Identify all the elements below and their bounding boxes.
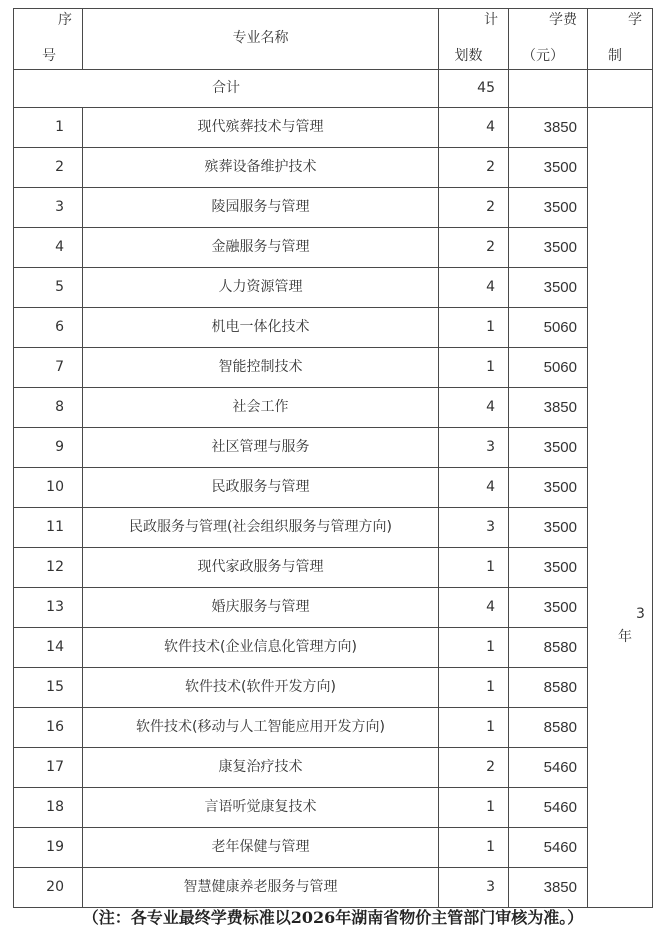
row-index: 11 xyxy=(46,518,64,535)
row-index-cell xyxy=(14,228,83,268)
row-fee: 3500 xyxy=(543,278,577,296)
header-plan xyxy=(439,9,509,70)
row-fee: 3850 xyxy=(543,398,577,416)
row-index: 3 xyxy=(55,198,64,215)
row-index-cell xyxy=(14,868,83,908)
row-major-cell xyxy=(83,508,439,548)
row-major-cell xyxy=(83,628,439,668)
row-plan-cell xyxy=(439,588,509,628)
table-row xyxy=(14,348,653,388)
table-row xyxy=(14,388,653,428)
row-fee: 8580 xyxy=(543,638,577,656)
row-index: 14 xyxy=(46,638,64,655)
row-plan-cell xyxy=(439,148,509,188)
row-index-cell xyxy=(14,108,83,148)
row-index: 7 xyxy=(55,358,64,375)
row-index-cell xyxy=(14,748,83,788)
row-plan: 1 xyxy=(486,678,495,695)
total-fee-empty xyxy=(509,70,588,108)
row-index: 2 xyxy=(55,158,64,175)
row-plan-cell xyxy=(439,268,509,308)
table-row xyxy=(14,588,653,628)
row-major-cell xyxy=(83,108,439,148)
table-row xyxy=(14,308,653,348)
row-plan-cell xyxy=(439,468,509,508)
row-major: 金融服务与管理 xyxy=(211,238,310,255)
row-fee: 5060 xyxy=(543,358,577,376)
row-fee-cell xyxy=(509,468,588,508)
row-fee-cell xyxy=(509,708,588,748)
row-index: 15 xyxy=(46,678,64,695)
row-fee-cell xyxy=(509,868,588,908)
row-index-cell xyxy=(14,628,83,668)
row-major: 陵园服务与管理 xyxy=(211,198,310,215)
row-fee-cell xyxy=(509,228,588,268)
header-major-label: 专业名称 xyxy=(232,30,289,47)
row-index-cell xyxy=(14,828,83,868)
row-index-cell xyxy=(14,508,83,548)
row-index: 12 xyxy=(46,558,64,575)
row-major-cell xyxy=(83,348,439,388)
row-major-cell xyxy=(83,268,439,308)
row-index: 4 xyxy=(55,238,64,255)
row-fee: 3850 xyxy=(543,878,577,896)
header-index xyxy=(14,9,83,70)
row-index-cell xyxy=(14,548,83,588)
duration-unit: 年 xyxy=(618,629,632,645)
row-index: 5 xyxy=(55,278,64,295)
row-major: 老年保健与管理 xyxy=(211,838,310,855)
row-major: 软件技术(企业信息化管理方向) xyxy=(164,638,357,655)
row-plan-cell xyxy=(439,628,509,668)
row-plan: 1 xyxy=(486,798,495,815)
enrollment-plan-table xyxy=(13,8,653,908)
row-plan-cell xyxy=(439,228,509,268)
table-row xyxy=(14,468,653,508)
row-plan: 1 xyxy=(486,638,495,655)
table-row xyxy=(14,188,653,228)
row-plan-cell xyxy=(439,428,509,468)
row-plan: 4 xyxy=(486,478,495,495)
row-fee-cell xyxy=(509,828,588,868)
row-major-cell xyxy=(83,708,439,748)
row-fee-cell xyxy=(509,628,588,668)
total-plan-value: 45 xyxy=(477,79,495,96)
row-major: 殡葬设备维护技术 xyxy=(204,158,317,175)
header-fee-bottom: （元） xyxy=(522,48,564,65)
row-major: 民政服务与管理 xyxy=(211,478,310,495)
row-fee-cell xyxy=(509,268,588,308)
table-row xyxy=(14,508,653,548)
row-fee-cell xyxy=(509,348,588,388)
row-plan-cell xyxy=(439,188,509,228)
row-plan: 1 xyxy=(486,558,495,575)
row-plan-cell xyxy=(439,828,509,868)
table-row xyxy=(14,828,653,868)
header-duration-bottom: 制 xyxy=(608,48,622,65)
row-index: 13 xyxy=(46,598,64,615)
row-fee-cell xyxy=(509,588,588,628)
row-fee: 8580 xyxy=(543,718,577,736)
row-plan: 1 xyxy=(486,718,495,735)
row-index-cell xyxy=(14,468,83,508)
row-major-cell xyxy=(83,668,439,708)
total-plan xyxy=(439,70,509,108)
row-plan: 3 xyxy=(486,438,495,455)
total-duration-empty xyxy=(588,70,653,108)
table-row xyxy=(14,748,653,788)
row-major-cell xyxy=(83,868,439,908)
duration-cell xyxy=(588,108,653,908)
table-row xyxy=(14,788,653,828)
row-index: 9 xyxy=(55,438,64,455)
row-major: 智能控制技术 xyxy=(218,358,303,375)
row-index: 10 xyxy=(46,478,64,495)
row-fee: 3500 xyxy=(543,598,577,616)
row-index: 17 xyxy=(46,758,64,775)
table-row xyxy=(14,668,653,708)
row-plan-cell xyxy=(439,708,509,748)
header-plan-bottom: 划数 xyxy=(454,48,483,65)
row-major: 机电一体化技术 xyxy=(211,318,310,335)
row-index: 20 xyxy=(46,878,64,895)
row-index-cell xyxy=(14,308,83,348)
table-row xyxy=(14,868,653,908)
row-plan-cell xyxy=(439,868,509,908)
row-index-cell xyxy=(14,348,83,388)
row-major-cell xyxy=(83,428,439,468)
row-major: 民政服务与管理(社会组织服务与管理方向) xyxy=(129,518,392,535)
duration-number: 3 xyxy=(636,606,645,622)
row-index-cell xyxy=(14,188,83,228)
row-index: 1 xyxy=(55,118,64,135)
row-major-cell xyxy=(83,468,439,508)
total-label xyxy=(14,70,439,108)
row-fee-cell xyxy=(509,108,588,148)
row-fee-cell xyxy=(509,188,588,228)
table-row xyxy=(14,428,653,468)
row-fee: 5460 xyxy=(543,798,577,816)
row-index-cell xyxy=(14,428,83,468)
row-major-cell xyxy=(83,788,439,828)
row-plan: 3 xyxy=(486,878,495,895)
row-fee: 3500 xyxy=(543,558,577,576)
row-fee: 3500 xyxy=(543,478,577,496)
row-plan: 2 xyxy=(486,758,495,775)
row-index: 16 xyxy=(46,718,64,735)
row-major-cell xyxy=(83,188,439,228)
table-row xyxy=(14,268,653,308)
row-index-cell xyxy=(14,788,83,828)
header-fee-top: 学费 xyxy=(549,12,577,28)
row-major: 言语听觉康复技术 xyxy=(204,798,317,815)
row-fee-cell xyxy=(509,388,588,428)
row-index: 18 xyxy=(46,798,64,815)
row-fee-cell xyxy=(509,428,588,468)
row-fee: 5460 xyxy=(543,838,577,856)
row-plan: 4 xyxy=(486,598,495,615)
row-fee: 3500 xyxy=(543,198,577,216)
row-index: 19 xyxy=(46,838,64,855)
row-fee-cell xyxy=(509,148,588,188)
row-fee: 8580 xyxy=(543,678,577,696)
total-label-text: 合计 xyxy=(212,79,240,96)
row-plan-cell xyxy=(439,308,509,348)
row-fee: 5460 xyxy=(543,758,577,776)
row-plan: 2 xyxy=(486,198,495,215)
row-index-cell xyxy=(14,268,83,308)
row-fee: 3500 xyxy=(543,518,577,536)
header-duration xyxy=(588,9,653,70)
row-major: 康复治疗技术 xyxy=(218,758,303,775)
row-plan: 4 xyxy=(486,118,495,135)
row-major: 软件技术(软件开发方向) xyxy=(185,678,336,695)
row-fee-cell xyxy=(509,548,588,588)
header-fee xyxy=(509,9,588,70)
row-index: 6 xyxy=(55,318,64,335)
row-index-cell xyxy=(14,668,83,708)
row-plan: 1 xyxy=(486,318,495,335)
row-fee-cell xyxy=(509,668,588,708)
row-fee-cell xyxy=(509,508,588,548)
header-duration-top: 学 xyxy=(628,12,642,28)
row-index-cell xyxy=(14,708,83,748)
table-row xyxy=(14,548,653,588)
table-row xyxy=(14,708,653,748)
footnote: （注：各专业最终学费标准以2026年湖南省物价主管部门审核为准。） xyxy=(82,908,584,927)
row-major-cell xyxy=(83,828,439,868)
row-fee: 3500 xyxy=(543,158,577,176)
row-fee-cell xyxy=(509,748,588,788)
row-plan: 1 xyxy=(486,358,495,375)
header-major xyxy=(83,9,439,70)
row-fee: 3500 xyxy=(543,238,577,256)
table-row xyxy=(14,228,653,268)
row-major-cell xyxy=(83,748,439,788)
row-plan-cell xyxy=(439,548,509,588)
row-plan: 4 xyxy=(486,398,495,415)
row-plan: 4 xyxy=(486,278,495,295)
row-plan-cell xyxy=(439,108,509,148)
table-header-row xyxy=(14,9,653,70)
row-fee: 3500 xyxy=(543,438,577,456)
row-plan-cell xyxy=(439,748,509,788)
row-plan: 2 xyxy=(486,158,495,175)
row-index-cell xyxy=(14,148,83,188)
row-fee-cell xyxy=(509,308,588,348)
row-major: 社区管理与服务 xyxy=(211,438,310,455)
row-index-cell xyxy=(14,388,83,428)
header-index-bottom: 号 xyxy=(42,48,56,65)
table-row xyxy=(14,628,653,668)
row-major-cell xyxy=(83,148,439,188)
header-index-top: 序 xyxy=(58,12,72,28)
header-plan-top: 计 xyxy=(484,12,498,28)
row-major-cell xyxy=(83,388,439,428)
row-plan-cell xyxy=(439,788,509,828)
row-plan-cell xyxy=(439,508,509,548)
table-row xyxy=(14,108,653,148)
row-fee-cell xyxy=(509,788,588,828)
row-plan: 3 xyxy=(486,518,495,535)
table-row xyxy=(14,148,653,188)
row-plan: 1 xyxy=(486,838,495,855)
row-index: 8 xyxy=(55,398,64,415)
row-plan: 2 xyxy=(486,238,495,255)
row-fee: 3850 xyxy=(543,118,577,136)
row-major-cell xyxy=(83,228,439,268)
row-plan-cell xyxy=(439,348,509,388)
total-row xyxy=(14,70,653,108)
row-major: 现代殡葬技术与管理 xyxy=(197,118,324,135)
row-major: 社会工作 xyxy=(232,398,289,415)
row-major-cell xyxy=(83,588,439,628)
row-fee: 5060 xyxy=(543,318,577,336)
row-plan-cell xyxy=(439,388,509,428)
row-major: 人力资源管理 xyxy=(218,278,303,295)
row-major: 婚庆服务与管理 xyxy=(211,598,310,615)
row-major-cell xyxy=(83,548,439,588)
row-major: 现代家政服务与管理 xyxy=(197,558,324,575)
row-major: 软件技术(移动与人工智能应用开发方向) xyxy=(136,718,385,735)
row-index-cell xyxy=(14,588,83,628)
row-plan-cell xyxy=(439,668,509,708)
row-major: 智慧健康养老服务与管理 xyxy=(183,878,338,895)
row-major-cell xyxy=(83,308,439,348)
